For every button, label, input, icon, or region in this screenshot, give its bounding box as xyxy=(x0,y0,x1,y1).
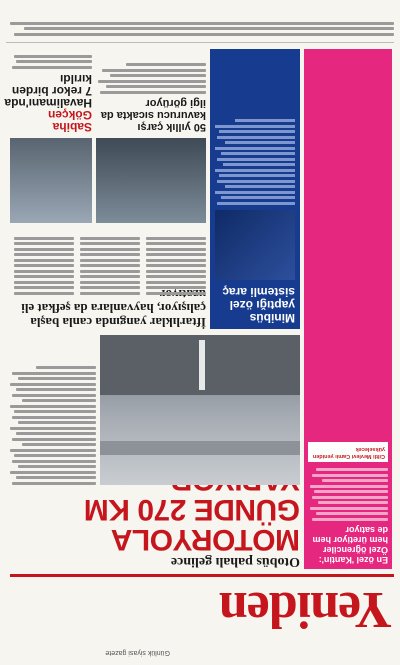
story-carsi-headline: 50 yıllık çarşı kavurucu sıcakta da ilgi görüyor xyxy=(100,97,206,133)
headline-main: MOTORYOLA GÜNDE 270 KM xyxy=(84,493,300,556)
pink-sidebar-text xyxy=(308,469,388,522)
story-iftar-headline: İftarlıklar yangında canla başla çalışıyor, hayvanlara da şefkat eli xyxy=(21,301,206,330)
main-photo xyxy=(100,335,300,485)
blue-feature-box xyxy=(210,49,300,329)
main-story-body xyxy=(10,335,96,485)
blue-box-headline: Minibüs yaptığı özel sistemli araç xyxy=(222,285,295,325)
story-carsi xyxy=(96,49,206,133)
masthead-title: Yeniden xyxy=(219,581,392,638)
story-sabiha-headline: Sabiha Gökçen Havalimanı'nda 7 rekor birden kırıldı xyxy=(4,72,92,134)
story-photo xyxy=(10,138,92,223)
story-iftar xyxy=(10,229,206,329)
pink-sidebar-headline: En özel 'Kantin': Özel öğrenciler hem üretiyor hem de satıyor xyxy=(312,525,388,565)
pink-sidebar-box: Ciltli Mevlevi Camiı yeniden yükselecek xyxy=(308,443,388,463)
headline-kicker: Otobüs pahalı gelince xyxy=(170,554,300,569)
pink-sidebar xyxy=(304,49,392,569)
blue-box-photo xyxy=(215,210,295,280)
story-sabiha xyxy=(4,49,92,134)
page-footer xyxy=(6,7,394,43)
masthead-tagline: Günlük siyasi gazete xyxy=(105,649,170,656)
masthead xyxy=(162,579,392,638)
story-photo xyxy=(96,138,206,223)
masthead-divider xyxy=(10,574,394,577)
